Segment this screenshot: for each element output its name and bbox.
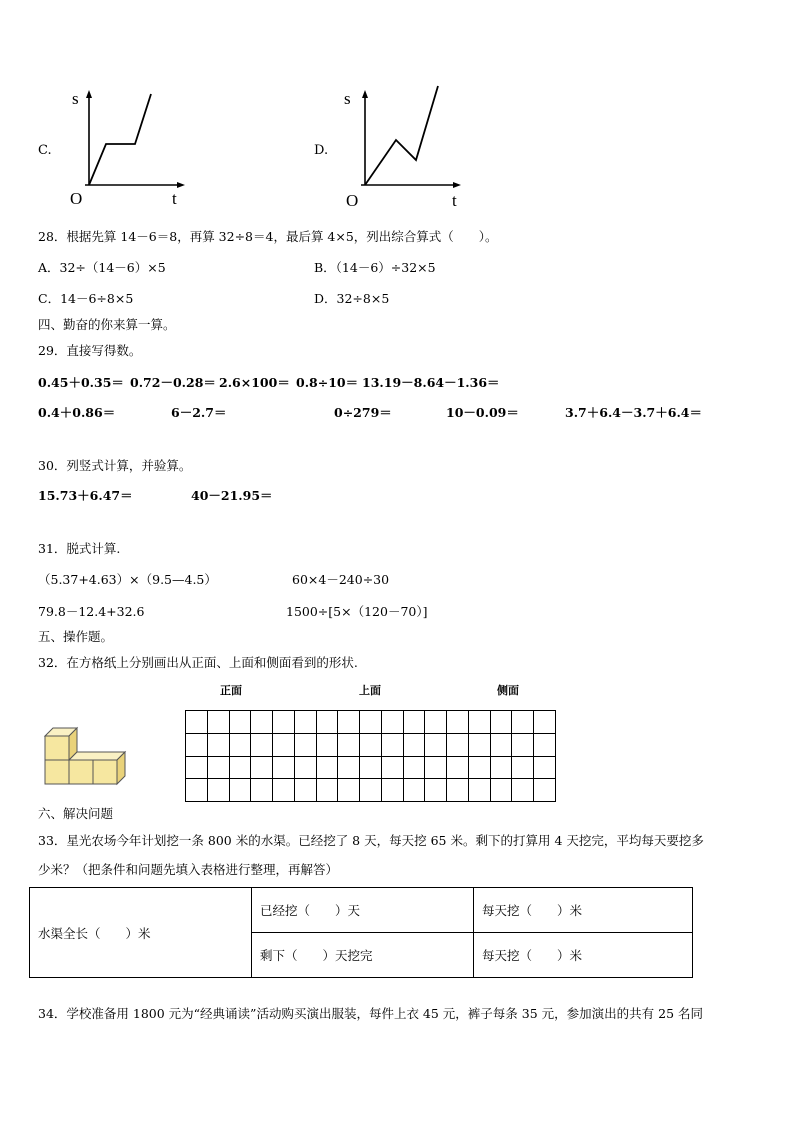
grid-cell[interactable]	[229, 756, 251, 779]
section-6-heading: 六、解决问题	[38, 806, 114, 821]
grid-cell[interactable]	[316, 779, 338, 802]
q29-stem: 29．直接写得数。	[38, 343, 142, 358]
view-label-side: 侧面	[497, 684, 519, 697]
cube-face	[93, 760, 117, 784]
graph-d-option-label: D.	[314, 143, 329, 158]
q29-item: 0.45＋0.35＝	[38, 375, 124, 390]
total-length-text: 水渠全长（ ）米	[38, 925, 151, 941]
grid-cell[interactable]	[425, 779, 447, 802]
cube-face	[69, 760, 93, 784]
grid-cell[interactable]	[251, 733, 273, 756]
distance-time-line	[365, 86, 438, 185]
grid-cell[interactable]	[490, 756, 512, 779]
grid-cell[interactable]	[229, 711, 251, 734]
grid-cell[interactable]	[273, 779, 295, 802]
grid-cell[interactable]	[512, 733, 534, 756]
grid-cell[interactable]	[316, 733, 338, 756]
graph-c-option-label: C.	[38, 143, 52, 158]
grid-cell[interactable]	[534, 711, 556, 734]
q29-item: 6－2.7＝	[171, 405, 227, 420]
x-axis-arrow	[177, 182, 185, 188]
grid-cell[interactable]	[186, 756, 208, 779]
y-axis-arrow	[86, 90, 92, 98]
q30-item: 40－21.95＝	[191, 488, 273, 503]
grid-cell[interactable]	[490, 733, 512, 756]
cell-dug-rate[interactable]	[474, 888, 693, 933]
grid-cell[interactable]	[381, 779, 403, 802]
q29-item: 0.4＋0.86＝	[38, 405, 116, 420]
q29-item: 0.8÷10＝	[296, 375, 359, 390]
grid-cell[interactable]	[490, 779, 512, 802]
q30-stem: 30．列竖式计算，并验算。	[38, 458, 192, 473]
q28-option-d: D．32÷8×5	[314, 291, 390, 306]
grid-cell[interactable]	[512, 779, 534, 802]
grid-cell[interactable]	[360, 779, 382, 802]
q33-stem-line2: 少米？（把条件和问题先填入表格进行整理，再解答）	[38, 862, 339, 877]
dug-days-text: 已经挖（ ）天	[260, 903, 361, 918]
q31-item: （5.37+4.63）×（9.5—4.5）	[38, 572, 217, 587]
grid-cell[interactable]	[338, 733, 360, 756]
x-axis-label: t	[452, 191, 457, 210]
q31-item: 1500÷[5×（120－70）]	[286, 604, 428, 619]
grid-cell[interactable]	[468, 711, 490, 734]
grid-cell[interactable]	[294, 756, 316, 779]
grid-cell[interactable]	[381, 711, 403, 734]
q33-stem-line1: 33．星光农场今年计划挖一条 800 米的水渠。已经挖了 8 天，每天挖 65 米。剩下的打算用 4 天挖完，平均每天要挖多	[38, 833, 704, 848]
grid-cell[interactable]	[316, 711, 338, 734]
q28-option-c: C．14－6÷8×5	[38, 291, 134, 306]
grid-cell[interactable]	[534, 779, 556, 802]
y-axis-arrow	[362, 90, 368, 98]
grid-cell[interactable]	[186, 711, 208, 734]
q29-item: 3.7＋6.4－3.7＋6.4＝	[565, 405, 702, 420]
remain-rate-text: 每天挖（ ）米	[482, 948, 583, 963]
section-4-heading: 四、勤奋的你来算一算。	[38, 317, 176, 332]
grid-cell[interactable]	[207, 711, 229, 734]
grid-cell[interactable]	[447, 711, 469, 734]
q33-info-table	[29, 887, 693, 978]
grid-row	[186, 733, 556, 756]
q29-item: 13.19－8.64－1.36＝	[362, 375, 500, 390]
grid-row	[186, 779, 556, 802]
cube-face	[45, 760, 69, 784]
grid-cell[interactable]	[425, 733, 447, 756]
grid-cell[interactable]	[273, 711, 295, 734]
grid-cell[interactable]	[338, 779, 360, 802]
grid-cell[interactable]	[360, 711, 382, 734]
grid-cell[interactable]	[229, 779, 251, 802]
grid-row	[186, 756, 556, 779]
grid-cell[interactable]	[534, 733, 556, 756]
grid-cell[interactable]	[447, 779, 469, 802]
grid-row	[186, 711, 556, 734]
grid-cell[interactable]	[447, 756, 469, 779]
grid-cell[interactable]	[360, 756, 382, 779]
origin-label: O	[70, 189, 83, 208]
drawing-grid[interactable]	[185, 710, 556, 802]
q29-item: 10－0.09＝	[446, 405, 519, 420]
dug-rate-text: 每天挖（ ）米	[482, 903, 583, 918]
grid-cell[interactable]	[251, 711, 273, 734]
remain-days-text: 剩下（ ）天挖完	[260, 948, 373, 963]
grid-cell[interactable]	[273, 733, 295, 756]
view-label-top: 上面	[359, 684, 381, 697]
cube-face	[45, 736, 69, 760]
grid-cell[interactable]	[338, 711, 360, 734]
grid-cell[interactable]	[447, 733, 469, 756]
q31-item: 60×4－240÷30	[292, 572, 390, 587]
grid-cell[interactable]	[207, 779, 229, 802]
grid-cell[interactable]	[186, 779, 208, 802]
graph-d	[306, 82, 476, 210]
grid-cell[interactable]	[403, 779, 425, 802]
grid-cell[interactable]	[273, 756, 295, 779]
y-axis-label: s	[72, 89, 79, 108]
cell-remain-days[interactable]	[252, 933, 474, 978]
grid-cell[interactable]	[425, 711, 447, 734]
origin-label: O	[346, 191, 359, 210]
grid-cell[interactable]	[251, 779, 273, 802]
q31-item: 79.8－12.4+32.6	[38, 604, 145, 619]
x-axis-label: t	[172, 189, 177, 208]
cell-remain-rate[interactable]	[474, 933, 693, 978]
grid-cell[interactable]	[294, 779, 316, 802]
grid-cell[interactable]	[381, 756, 403, 779]
view-label-front: 正面	[220, 684, 242, 697]
grid-cell[interactable]	[207, 756, 229, 779]
q29-item: 2.6×100＝	[219, 375, 290, 390]
grid-cell[interactable]	[534, 756, 556, 779]
grid-cell[interactable]	[229, 733, 251, 756]
graph-c	[30, 82, 200, 210]
q28-stem: 28．根据先算 14－6＝8，再算 32÷8＝4，最后算 4×5，列出综合算式（ ）。	[38, 229, 498, 244]
grid-cell[interactable]	[186, 733, 208, 756]
cell-total-length[interactable]	[30, 888, 252, 978]
section-5-heading: 五、操作题。	[38, 629, 114, 644]
q34-stem-line1: 34．学校准备用 1800 元为“经典诵读”活动购买演出服装，每件上衣 45 元，裤子每条 35 元，参加演出的共有 25 名同	[38, 1006, 704, 1021]
grid-cell[interactable]	[381, 733, 403, 756]
grid-cell[interactable]	[294, 711, 316, 734]
grid-cell[interactable]	[403, 756, 425, 779]
grid-cell[interactable]	[468, 733, 490, 756]
grid-cell[interactable]	[207, 733, 229, 756]
grid-cell[interactable]	[251, 756, 273, 779]
grid-cell[interactable]	[468, 756, 490, 779]
y-axis-label: s	[344, 89, 351, 108]
grid-cell[interactable]	[360, 733, 382, 756]
q29-item: 0÷279＝	[334, 405, 392, 420]
q28-option-b: B．（14－6）÷32×5	[314, 260, 436, 275]
cube-face	[69, 752, 125, 760]
q30-item: 15.73＋6.47＝	[38, 488, 133, 503]
grid-cell[interactable]	[512, 756, 534, 779]
q28-option-a: A．32÷（14－6）×5	[38, 260, 166, 275]
grid-cell[interactable]	[512, 711, 534, 734]
distance-time-line	[89, 94, 151, 185]
q29-item: 0.72－0.28＝	[130, 375, 216, 390]
grid-cell[interactable]	[403, 733, 425, 756]
grid-cell[interactable]	[403, 711, 425, 734]
grid-cell[interactable]	[338, 756, 360, 779]
grid-cell[interactable]	[490, 711, 512, 734]
x-axis-arrow	[453, 182, 461, 188]
cell-dug-days[interactable]	[252, 888, 474, 933]
q31-stem: 31．脱式计算.	[38, 541, 121, 556]
q32-stem: 32．在方格纸上分别画出从正面、上面和侧面看到的形状.	[38, 655, 358, 670]
grid-cell[interactable]	[294, 733, 316, 756]
grid-cell[interactable]	[468, 779, 490, 802]
cube-figure	[40, 722, 140, 792]
grid-cell[interactable]	[316, 756, 338, 779]
grid-cell[interactable]	[425, 756, 447, 779]
